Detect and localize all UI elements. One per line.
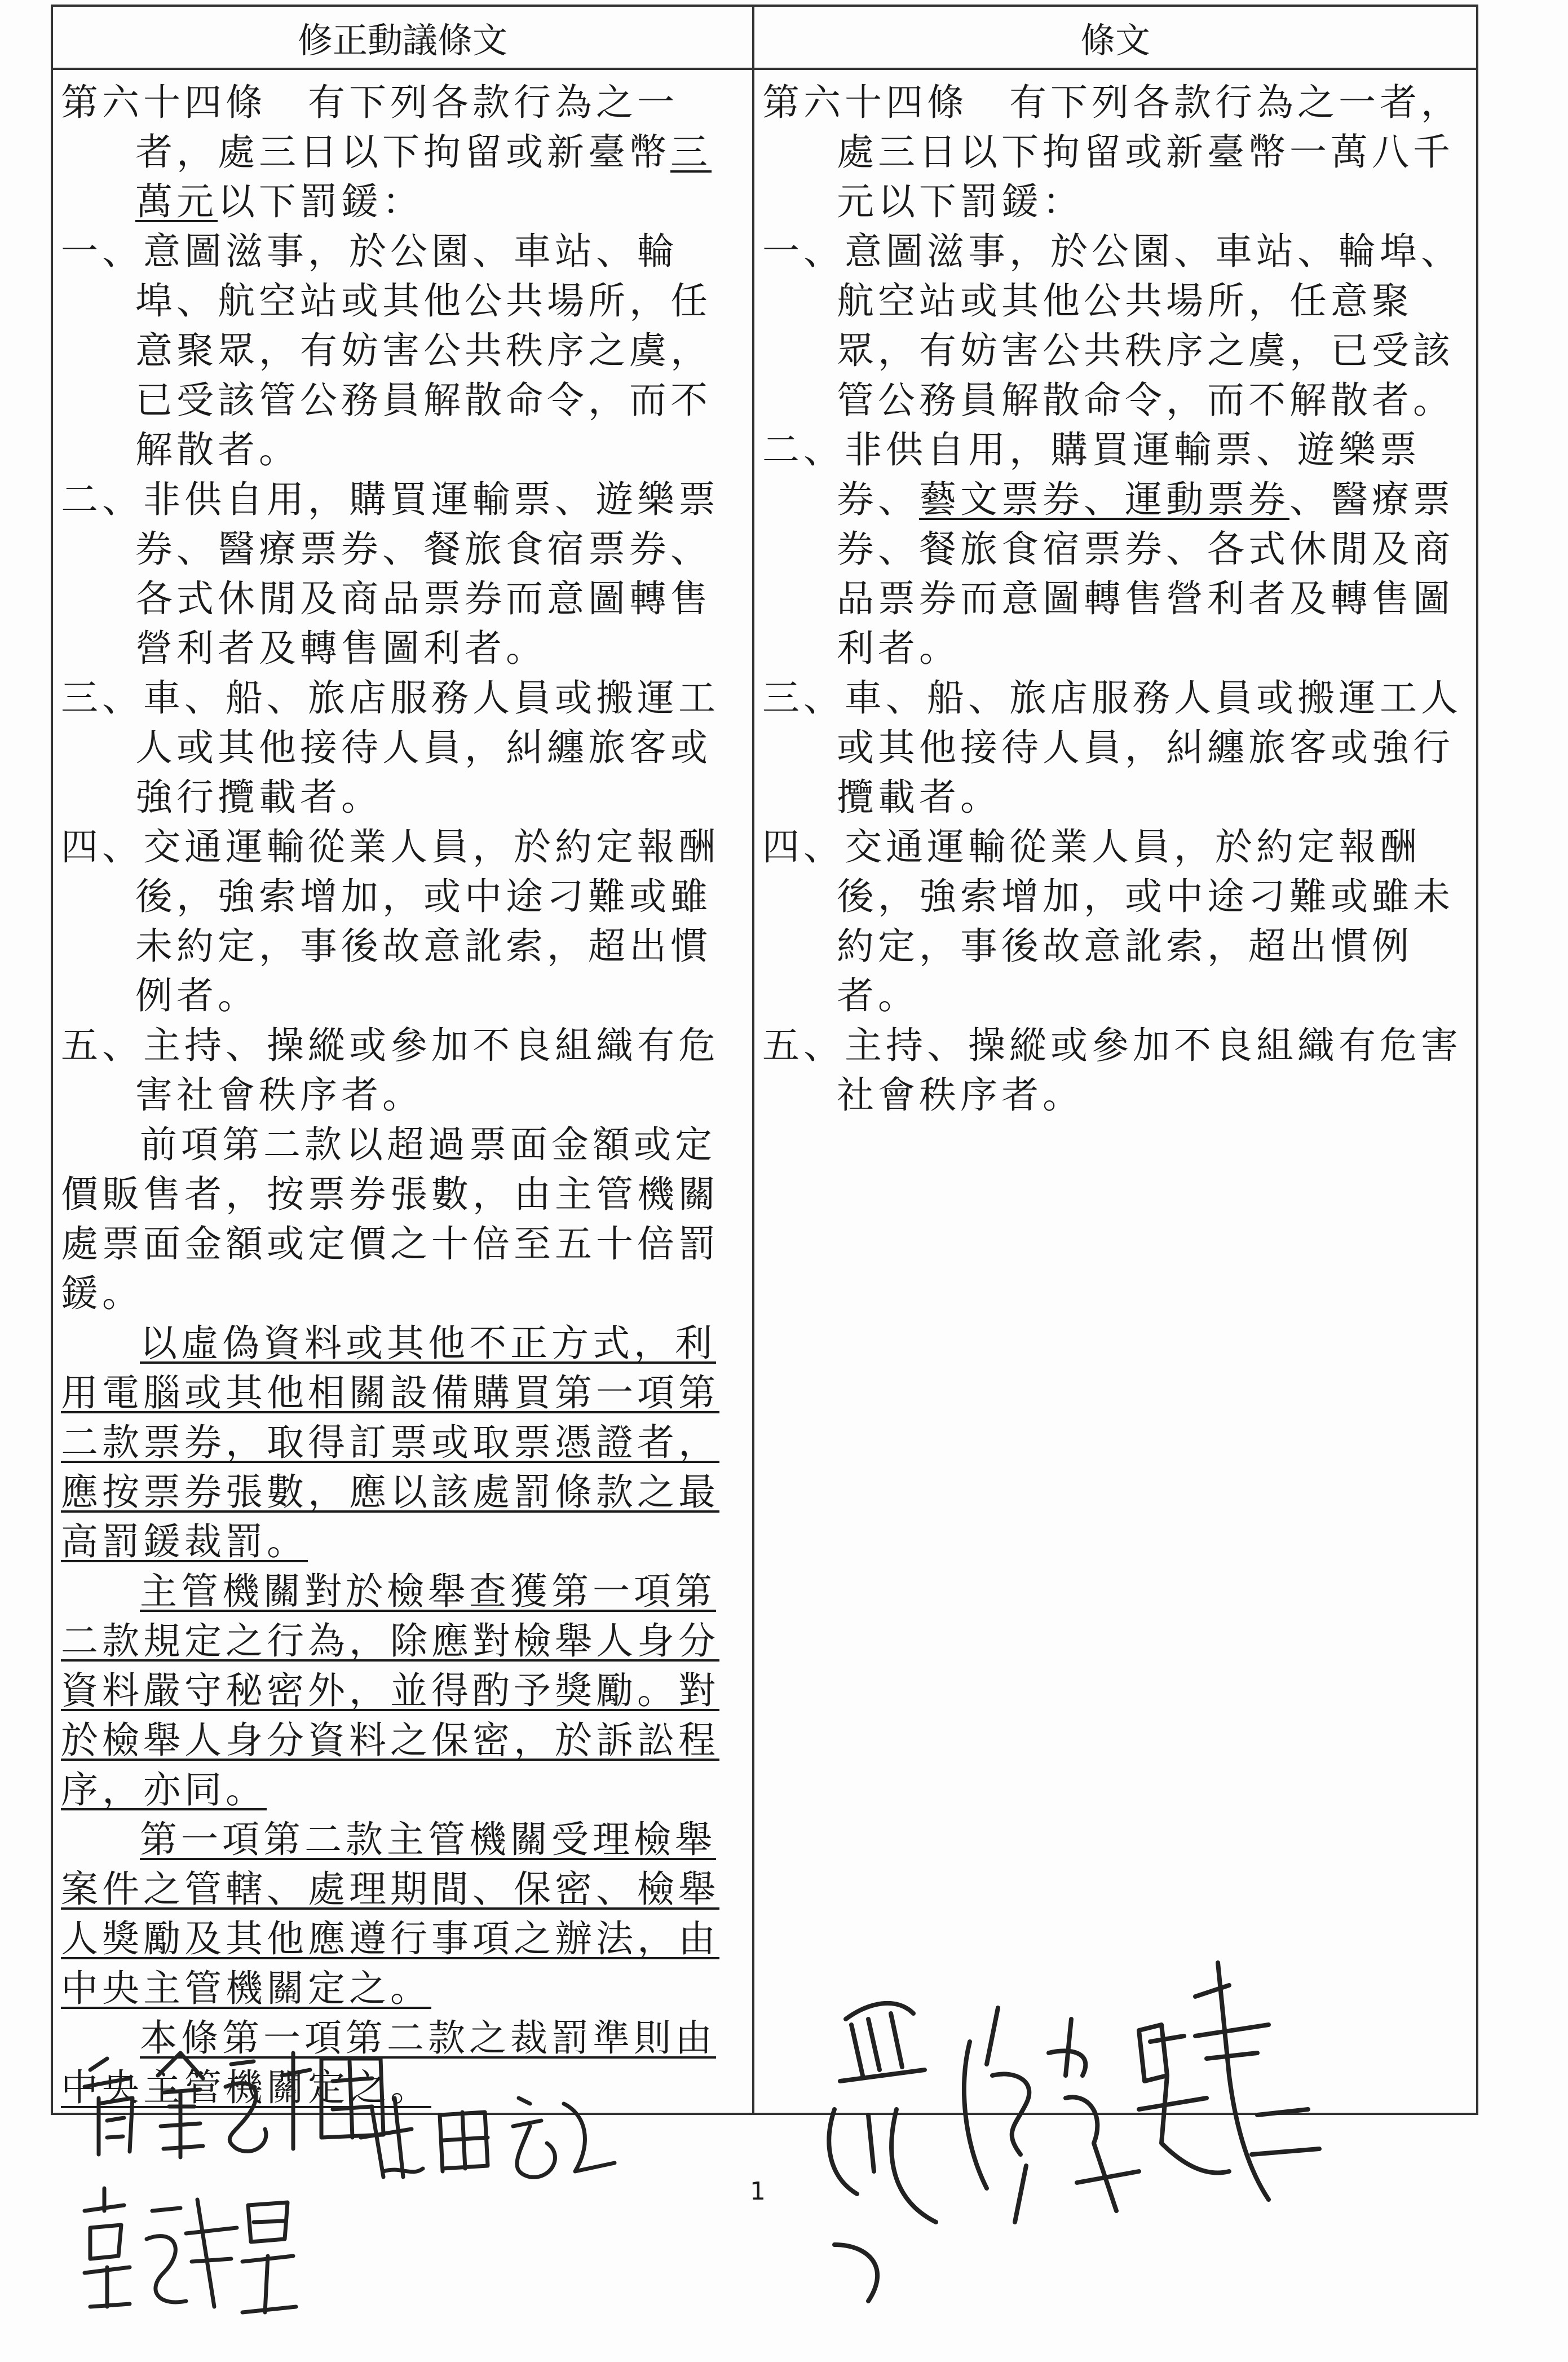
amended-paragraph-5: 第一項第二款主管機關受理檢舉案件之管轄、處理期間、保密、檢舉人獎勵及其他應遵行事項之辦法，由中央主管機關定之。 [61,1818,719,2010]
amended-item: 五、主持、操縱或參加不良組織有危害社會秩序者。 [61,1024,719,1117]
amended-item: 四、交通運輸從業人員，於約定報酬後，強索增加，或中途刁難或雖未約定，事後故意訛索，超出慣例者。 [61,825,719,1017]
amended-paragraph-3: 以虛偽資料或其他不正方式，利用電腦或其他相關設備購買第一項第二款票券，取得訂票或取票憑證者，應按票券張數，應以該處罰條款之最高罰鍰裁罰。 [61,1321,719,1563]
current-item-marked-text: 藝文票券、運動票券 [919,478,1289,521]
table-body-row [52,69,1477,2114]
current-item: 五、主持、操縱或參加不良組織有危害社會秩序者。 [762,1024,1462,1117]
current-text-cell [753,69,1477,2114]
amended-item: 二、非供自用，購買運輸票、遊樂票券、醫療票券、餐旅食宿票券、各式休閒及商品票券而意圖轉售營利者及轉售圖利者。 [61,478,719,670]
amended-fine-amount: 三萬元 [135,130,712,223]
header-amended-motion: 修正動議條文 [52,6,753,69]
current-item: 四、交通運輸從業人員，於約定報酬後，強索增加，或中途刁難或雖未約定，事後故意訛索，超出慣例者。 [762,825,1454,1017]
signature-4 [801,1929,1353,2324]
current-item: 三、車、船、旅店服務人員或搬運工人或其他接待人員，糾纏旅客或強行攬載者。 [762,676,1462,819]
table-header-row [52,6,1477,69]
header-current-article: 條文 [753,6,1477,69]
signature-3 [350,2064,643,2200]
signature-2 [68,2177,304,2335]
page-number: 1 [750,2177,766,2206]
amended-paragraph-4: 主管機關對於檢舉查獲第一項第二款規定之行為，除應對檢舉人身分資料嚴守秘密外，並得酌予獎勵。對於檢舉人身分資料之保密，於訴訟程序，亦同。 [61,1570,719,1812]
current-item: 二、非供自用，購買運輸票、遊樂票券、藝文票券、運動票券、醫療票券、餐旅食宿票券、各式休閒及商品票券而意圖轉售營利者及轉售圖利者。 [762,428,1454,670]
amended-text-cell [52,69,753,2114]
amended-paragraph-2: 前項第二款以超過票面金額或定價販售者，按票券張數，由主管機關處票面金額或定價之十倍至五十倍罰鍰。 [61,1123,719,1315]
current-article-intro: 第六十四條 有下列各款行為之一者，處三日以下拘留或新臺幣一萬八千元以下罰鍰： [762,81,1462,223]
amended-item: 三、車、船、旅店服務人員或搬運工人或其他接待人員，糾纏旅客或強行攬載者。 [61,676,719,819]
comparison-table [51,5,1478,2115]
amended-article-intro: 第六十四條 有下列各款行為之一者，處三日以下拘留或新臺幣三萬元以下罰鍰： [61,81,712,223]
amended-item: 一、意圖滋事，於公園、車站、輪埠、航空站或其他公共場所，任意聚眾，有妨害公共秩序之虞，已受該管公務員解散命令，而不解散者。 [61,230,712,471]
amended-paragraph-6: 本條第一項第二款之裁罰準則由中央主管機關定之。 [61,2016,716,2109]
current-item: 一、意圖滋事，於公園、車站、輪埠、航空站或其他公共場所，任意聚眾，有妨害公共秩序之虞，已受該管公務員解散命令，而不解散者。 [762,230,1462,422]
